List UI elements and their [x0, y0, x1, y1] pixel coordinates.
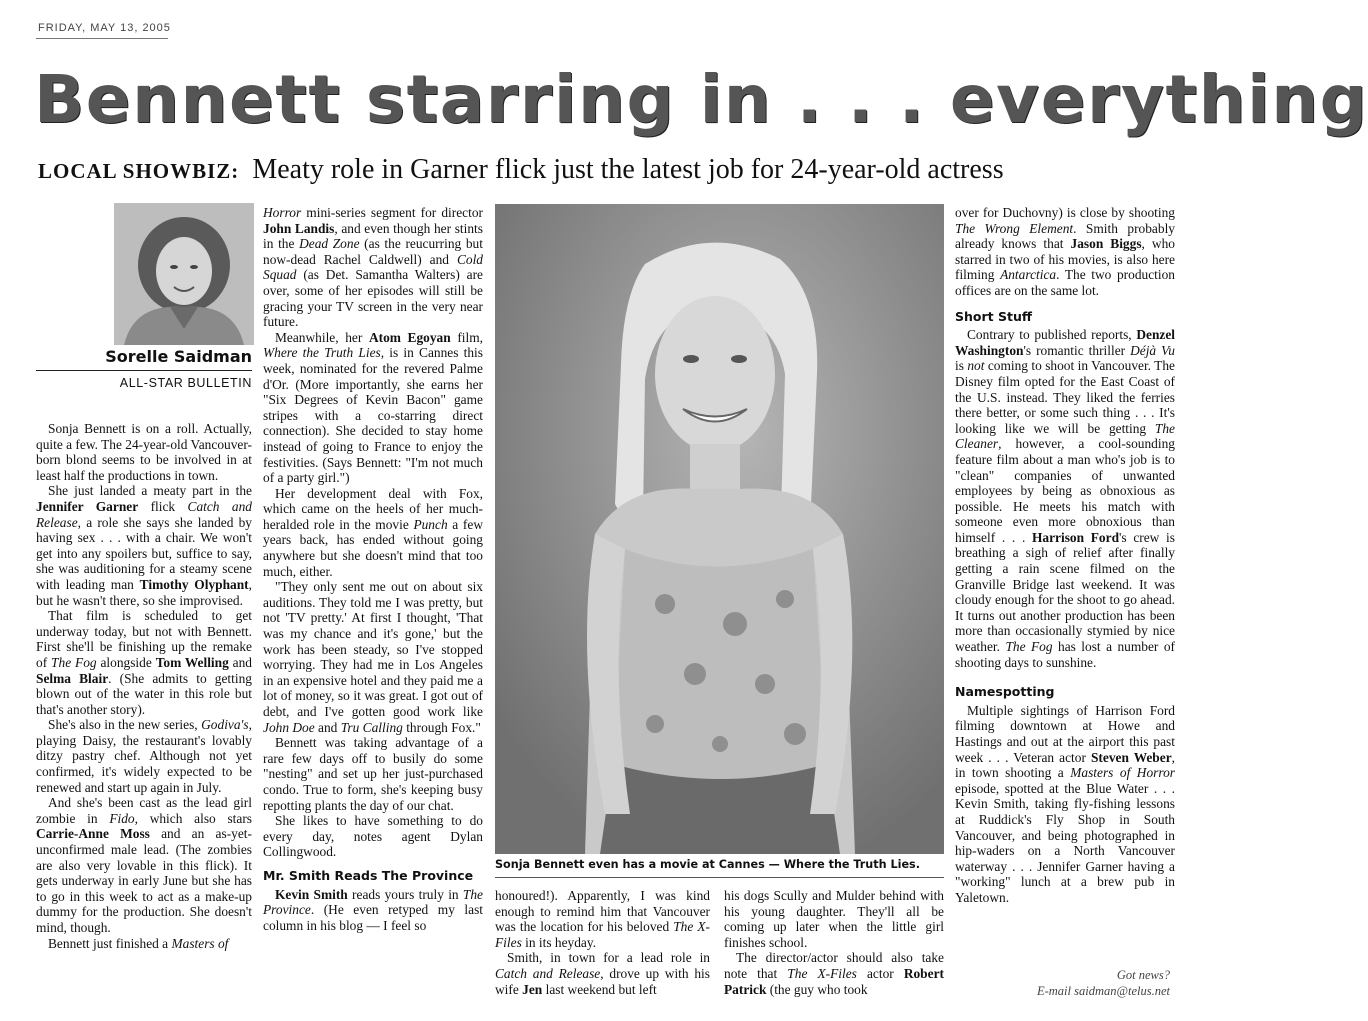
paragraph: Multiple sightings of Harrison Ford filming downtown at Howe and Hastings and out at the airport this past week . . . Veteran actor Steven Weber, in town shooting a Masters of Horror episode, spotted at the Blue Water . . . Kevin Smith, taking fly-fishing lessons at Ruddick's Fly Shop in South Vancouver, and being photographed in hip-waders on a North Vancouver waterway . . . Jennifer Garner having a "working" lunch at a brew pub in Yaletown.	[955, 702, 1175, 905]
photo-caption: Sonja Bennett even has a movie at Cannes — Where the Truth Lies.	[495, 858, 920, 871]
signoff-line-2: E-mail saidman@telus.net	[1036, 984, 1170, 998]
paragraph: Kevin Smith reads yours truly in The Province. (He even retyped my last column in his blog — I feel so	[263, 886, 483, 933]
sonja-bennett-photo-image	[495, 204, 944, 854]
subhead-mr-smith: Mr. Smith Reads The Province	[263, 867, 474, 883]
signoff	[960, 967, 1170, 999]
paragraph: Smith, in town for a lead role in Catch and Release, drove up with his wife Jen last weekend but left	[495, 950, 710, 997]
paragraph: She likes to have something to do every day, notes agent Dylan Collingwood.	[263, 813, 483, 860]
column-2-tail	[263, 887, 483, 934]
paragraph: The director/actor should also take note that The X-Files actor Robert Patrick (the guy who took	[724, 950, 944, 997]
deck-kicker: LOCAL SHOWBIZ:	[38, 159, 240, 183]
subhead-short-stuff: Short Stuff	[955, 308, 1032, 324]
column-4	[724, 888, 944, 997]
paragraph: And she's been cast as the lead girl zombie in Fido, which also stars Carrie-Anne Moss and an as-yet-unconfirmed male lead. (The zombies are also very lovable in this flick). It gets underway in early June but she has to go in this week to act as a make-up dummy for the production. She doesn't mind, though.	[36, 795, 253, 935]
main-photo	[495, 204, 944, 854]
dateline: FRIDAY, MAY 13, 2005	[38, 22, 171, 34]
paragraph: "They only sent me out on about six auditions. They told me I was pretty, but not 'TV pretty.' At first I thought, 'That was my chance and it's gone,' but the work has been steady, so I've stopped worrying. They had me in Los Angeles in an expensive hotel and they paid me a lot of money, so it was great. I got out of debt, and I've gotten good work like John Doe and Tru Calling through Fox."	[263, 579, 483, 735]
byline-bureau: ALL-STAR BULLETIN	[119, 376, 252, 390]
byline-rule	[36, 370, 252, 371]
column-3	[495, 888, 710, 997]
paragraph: She's also in the new series, Godiva's, playing Daisy, the restaurant's lovably ditzy pastry chef. Although not yet confirmed, it's widely expected to be renewed and start up again in July.	[36, 717, 252, 795]
column-5-namespotting	[955, 703, 1175, 906]
headline: Bennett starring in . . . everything	[34, 61, 1368, 138]
columnist-portrait-image	[114, 203, 254, 345]
paragraph: Horror mini-series segment for director John Landis, and even though her stints in the Dead Zone (as the reucurring but now-dead Rachel Caldwell) and Cold Squad (as Det. Samantha Walters) are over, some of her episodes will still be gracing your TV screen in the very near future.	[263, 205, 483, 330]
paragraph: over for Duchovny) is close by shooting The Wrong Element. Smith probably already knows that Jason Biggs, who starred in two of his movies, is also here filming Antarctica. The two production offices are on the same lot.	[955, 205, 1175, 298]
dateline-rule	[36, 38, 168, 39]
columnist-photo	[114, 203, 254, 345]
paragraph: Her development deal with Fox, which came on the heels of her much-heralded role in the movie Punch a few years back, has ended without going anywhere but she doesn't mind that too much, either.	[263, 485, 483, 579]
byline-name: Sorelle Saidman	[105, 347, 252, 366]
paragraph: Bennett just finished a Masters of	[48, 935, 229, 951]
paragraph: honoured!). Apparently, I was kind enough to remind him that Vancouver was the location for his beloved The X-Files in its heyday.	[495, 888, 710, 950]
column-5	[955, 205, 1175, 906]
signoff-line-1: Got news?	[1116, 968, 1170, 982]
paragraph: Contrary to published reports, Denzel Washington's romantic thriller Déjà Vu is not coming to shoot in Vancouver. The Disney film opted for the East Coast of the U.S. instead. They liked the ferries there better, or some such thing . . . It's looking like we will be getting The Cleaner, however, a cool-sounding feature film about a man who's job is to "clean" companies of unwanted employees by being as obnoxious as possible. He meets his match with someone even more obnoxious than himself . . . Harrison Ford's crew is breathing a sigh of relief after finally getting a rain scene filmed on the Granville Bridge last weekend. It was cloudy enough for the shoot to go ahead. It turns out another production has been more than occasionally stymied by nice weather. The Fog has lost a number of shooting days to sunshine.	[955, 327, 1175, 670]
paragraph: Meanwhile, her Atom Egoyan film, Where the Truth Lies, is in Cannes this week, nominated for the revered Palme d'Or. (More importantly, she earns her "Six Degrees of Kevin Bacon" game stripes with a co-starring direct connection). She decided to stay home instead of going to France to enjoy the festivities. (Says Bennett: "I'm not much of a party girl.")	[263, 329, 483, 486]
column-2	[263, 205, 483, 933]
paragraph: his dogs Scully and Mulder behind with his young daughter. They'll all be coming up later when the little girl finishes school.	[724, 888, 944, 950]
deck	[38, 152, 1178, 189]
paragraph: That film is scheduled to get underway today, but not with Bennett. First she'll be finishing up the remake of The Fog alongside Tom Welling and Selma Blair. (She admits to getting blown out of the water in this role but that's another story).	[36, 608, 252, 717]
column-5-intro	[955, 205, 1175, 299]
subhead-namespotting: Namespotting	[955, 684, 1055, 700]
paragraph: Sonja Bennett is on a roll. Actually, quite a few. The 24-year-old Vancouver-born blond seems to be involved in at least half the productions in town.	[36, 421, 252, 483]
column-1	[36, 421, 252, 951]
column-5-short-stuff	[955, 327, 1175, 670]
column-2-body	[263, 205, 483, 860]
caption-rule	[495, 877, 944, 878]
paragraph: Bennett was taking advantage of a rare few days off to busily do some "nesting" and set up her just-purchased condo. True to form, she's keeping busy repotting plants the day of our chat.	[263, 735, 483, 813]
paragraph: She just landed a meaty part in the Jennifer Garner flick Catch and Release, a role she says she landed by having sex . . . with a chair. We won't get into any spoilers but, suffice to say, she was auditioning for a steamy scene with leading man Timothy Olyphant, but he wasn't there, so she improvised.	[36, 483, 252, 608]
deck-text: Meaty role in Garner flick just the latest job for 24-year-old actress	[252, 154, 1004, 185]
